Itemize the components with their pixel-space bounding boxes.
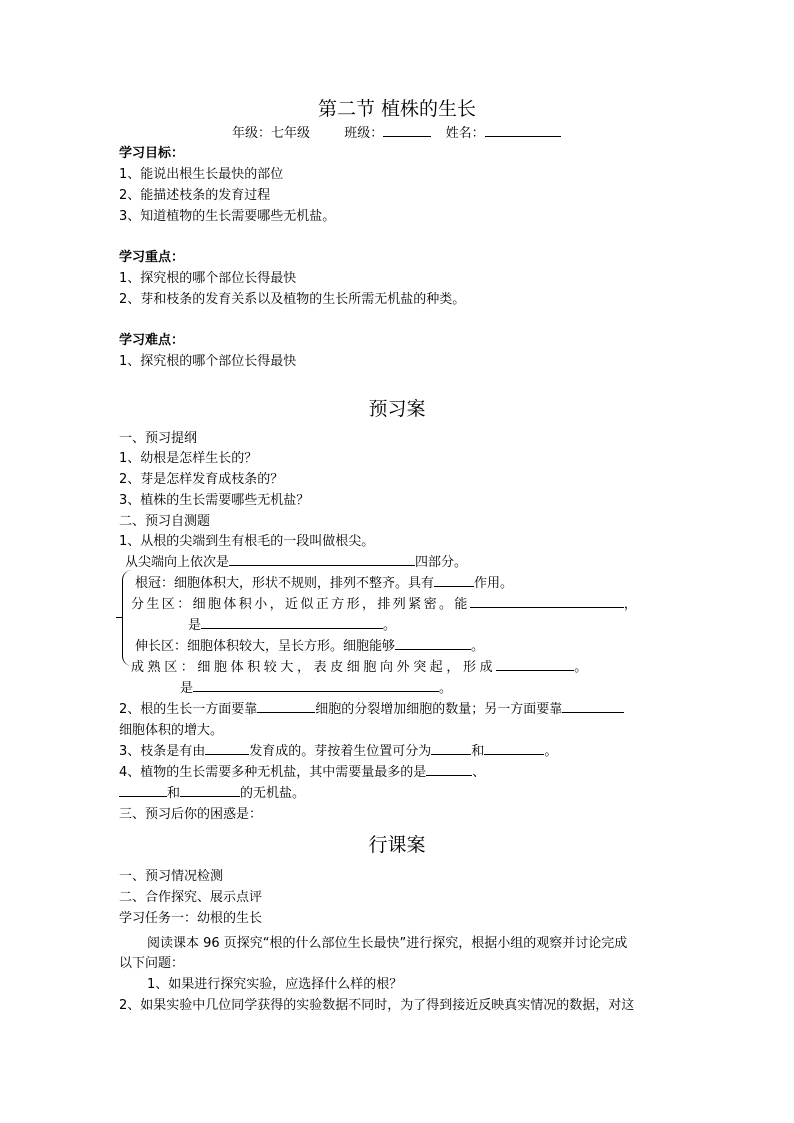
lesson-heading: 行课案 [368,834,426,856]
q2-text: 2、根的生长一方面要靠 [119,702,258,717]
answer-blank[interactable] [395,637,471,650]
root-cap-text: 根冠：细胞体积大，形状不规则，排列不整齐。具有 [135,576,435,591]
q3-text-mid: 发育成的。芽按着生位置可分为 [249,744,432,759]
lesson-item: 一、预习情况检测 [119,869,224,884]
answer-blank[interactable] [431,742,471,755]
key-points-heading: 学习重点： [119,250,185,265]
q4-text-end: 、 [472,765,486,780]
confusion-prompt: 三、预习后你的困惑是： [119,807,263,822]
goal-item: 3、知道植物的生长需要哪些无机盐。 [119,209,336,224]
class-blank[interactable] [383,124,431,137]
question-4 [119,761,485,780]
difficulties-heading: 学习难点： [119,333,185,348]
answer-blank[interactable] [201,616,383,629]
q4b-text-and: 和 [167,786,181,801]
grade-label: 年级：七年级 [232,126,311,141]
preview-heading: 预习案 [368,398,426,420]
answer-blank[interactable] [229,553,415,566]
elongation-text: 伸长区：细胞体积较大，呈长方形。细胞能够 [135,639,396,654]
meristem-text: 分生区：细胞体积小，近似正方形，排列紧密。能 [131,597,470,612]
task-paragraph: 阅读课本 96 页探究“根的什么部位生长最快”进行探究，根据小组的观察并讨论完成 [147,936,628,951]
answer-blank[interactable] [434,574,474,587]
elongation-line [135,635,484,654]
maturation2-text-end: 。 [439,681,453,696]
q4b-text-end: 的无机盐。 [240,786,306,801]
question-2-cont: 细胞体积的增大。 [119,723,224,738]
maturation-text: 成熟区：细胞体积较大，表皮细胞向外突起，形成 [131,660,497,675]
outline-item: 2、芽是怎样发育成枝条的？ [119,472,284,487]
lesson-question: 1、如果进行探究实验，应选择什么样的根？ [147,977,403,992]
q2-text-mid: 细胞的分裂增加细胞的数量；另一方面要靠 [315,702,563,717]
outline-item: 1、幼根是怎样生长的？ [119,451,258,466]
q3-text: 3、枝条是有由 [119,744,206,759]
root-cap-text-end: 作用。 [474,576,514,591]
root-cap-line [135,572,513,591]
question-1: 1、从根的尖端到生有根毛的一段叫做根尖。 [119,534,375,549]
key-point-item: 2、芽和枝条的发育关系以及植物的生长所需无机盐的种类。 [119,292,466,307]
elongation-text-end: 。 [471,639,485,654]
brace [122,570,133,666]
answer-blank[interactable] [205,742,249,755]
q3-text-and: 和 [471,744,485,759]
goals-heading: 学习目标： [119,146,185,161]
q1b-text: 从尖端向上依次是 [125,555,230,570]
answer-blank[interactable] [484,742,544,755]
meristem-text-end: ， [623,597,640,612]
selftest-title: 二、预习自测题 [119,514,211,529]
maturation-line-2 [180,677,452,696]
meristem2-text: 是 [188,618,202,633]
meristem-line-2 [188,614,396,633]
question-4-cont [119,782,305,801]
task-title: 学习任务一：幼根的生长 [119,911,263,926]
brace-tick [116,617,122,618]
q4-text: 4、植物的生长需要多种无机盐，其中需要量最多的是 [119,765,427,780]
answer-blank[interactable] [180,784,240,797]
answer-blank[interactable] [470,595,624,608]
answer-blank[interactable] [562,700,624,713]
question-3 [119,740,557,759]
q3-text-end: 。 [544,744,558,759]
q1b-text-end: 四部分。 [415,555,468,570]
answer-blank[interactable] [426,763,472,776]
answer-blank[interactable] [119,784,167,797]
lesson-item: 二、合作探究、展示点评 [119,890,263,905]
question-2 [119,698,624,717]
answer-blank[interactable] [193,679,439,692]
header-info [232,122,561,141]
answer-blank[interactable] [257,700,315,713]
outline-item: 3、植株的生长需要哪些无机盐？ [119,493,310,508]
class-label: 班级： [344,126,384,141]
name-blank[interactable] [485,124,561,137]
outline-title: 一、预习提纲 [119,431,198,446]
goal-item: 1、能说出根生长最快的部位 [119,167,284,182]
key-point-item: 1、探究根的哪个部位长得最快 [119,271,297,286]
maturation2-text: 是 [180,681,194,696]
name-label: 姓名： [445,126,485,141]
question-1-order [125,551,467,570]
maturation-text-end: 。 [574,660,591,675]
page-title: 第二节 植株的生长 [317,98,477,120]
task-paragraph-cont: 以下问题： [119,956,185,971]
maturation-line [131,656,591,675]
answer-blank[interactable] [496,658,574,671]
meristem2-text-end: 。 [383,618,397,633]
meristem-line [131,593,639,612]
lesson-question: 2、如果实验中几位同学获得的实验数据不同时，为了得到接近反映真实情况的数据，对这 [119,998,635,1013]
goal-item: 2、能描述枝条的发育过程 [119,188,271,203]
difficulty-item: 1、探究根的哪个部位长得最快 [119,354,297,369]
